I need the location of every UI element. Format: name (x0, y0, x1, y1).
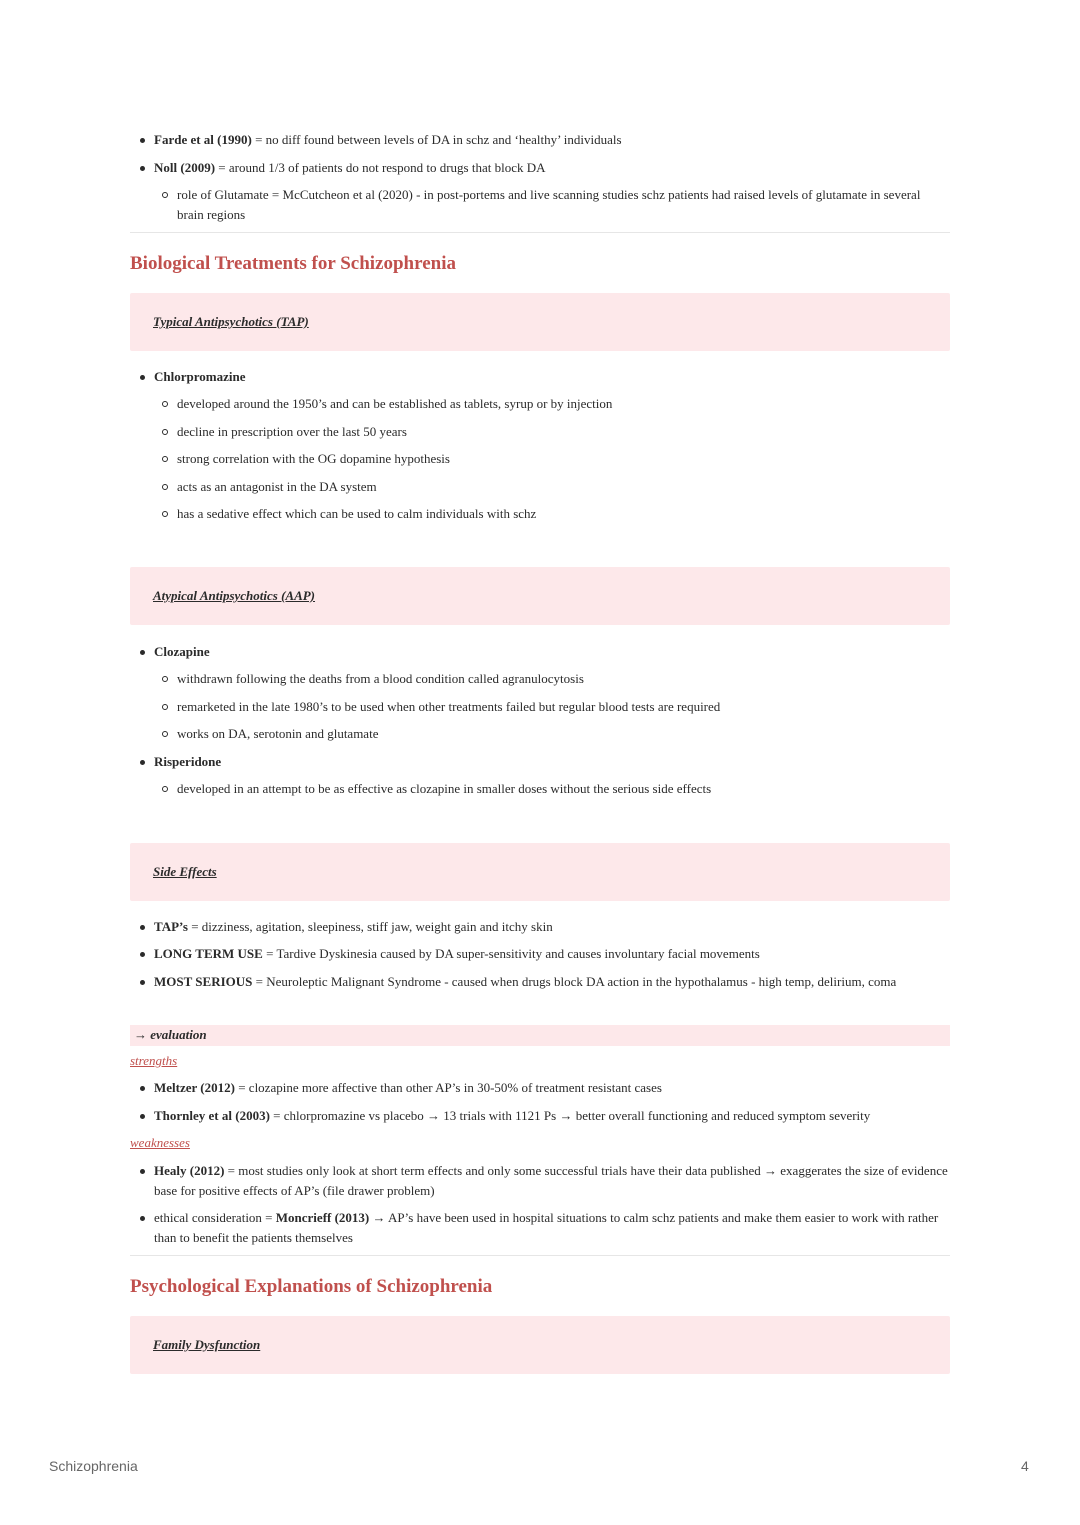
callout-side-effects (130, 843, 950, 901)
strengths-label: strengths (130, 1053, 178, 1068)
list-item: strong correlation with the OG dopamine hypothesis (130, 449, 997, 469)
list-item-drug: Clozapine (130, 642, 974, 662)
list-item: acts as an antagonist in the DA system (130, 477, 997, 497)
list-item-drug: Risperidone (130, 752, 974, 772)
divider (130, 232, 950, 233)
footer-doc-title: Schizophrenia (49, 1458, 138, 1474)
page-number: 4 (1021, 1458, 1029, 1474)
list-item: Healy (2012) = most studies only look at short term effects and only some successful trials have their data published → exaggerates the size of evidence base for positive effects of AP’s (file drawer problem) (130, 1161, 950, 1201)
list-item: developed in an attempt to be as effective as clozapine in smaller doses without the serious side effects (130, 779, 997, 799)
citation: Noll (2009) (154, 160, 216, 175)
weaknesses-label: weaknesses (130, 1135, 190, 1150)
list-item: role of Glutamate = McCutcheon et al (2020) - in post-portems and live scanning studies schz patients had raised levels of glutamate in several brain regions (130, 185, 950, 225)
list-item-drug: Chlorpromazine (130, 367, 974, 387)
list-item: ethical consideration = Moncrieff (2013) → AP’s have been used in hospital situations to calm schz patients and make them easier to work with rather than to benefit the patients themselves (130, 1208, 950, 1248)
callout-heading: Family Dysfunction (153, 1337, 261, 1352)
list-item: Farde et al (1990) = no diff found between levels of DA in schz and ‘healthy’ individuals (130, 130, 974, 150)
list-item: developed around the 1950’s and can be established as tablets, syrup or by injection (130, 394, 997, 414)
list-item: Noll (2009) = around 1/3 of patients do not respond to drugs that block DA (130, 158, 974, 178)
list-item: works on DA, serotonin and glutamate (130, 724, 997, 744)
section-title-psychological: Psychological Explanations of Schizophrenia (130, 1276, 493, 1297)
list-item: MOST SERIOUS = Neuroleptic Malignant Syndrome - caused when drugs block DA action in the hypothalamus - high temp, delirium, coma (130, 972, 974, 992)
list-item: decline in prescription over the last 50 years (130, 422, 997, 442)
callout-tap (130, 293, 950, 351)
callout-heading: Typical Antipsychotics (TAP) (153, 314, 309, 329)
list-item: Thornley et al (2003) = chlorpromazine vs placebo → 13 trials with 1121 Ps → better overall functioning and reduced symptom severity (130, 1106, 974, 1126)
list-item: has a sedative effect which can be used to calm individuals with schz (130, 504, 997, 524)
section-title-biological: Biological Treatments for Schizophrenia (130, 253, 456, 274)
divider (130, 1255, 950, 1256)
list-item: withdrawn following the deaths from a blood condition called agranulocytosis (130, 669, 997, 689)
callout-aap (130, 567, 950, 625)
list-item: LONG TERM USE = Tardive Dyskinesia caused by DA super-sensitivity and causes involuntary facial movements (130, 944, 974, 964)
callout-heading: Side Effects (153, 864, 217, 879)
list-item: TAP’s = dizziness, agitation, sleepiness, stiff jaw, weight gain and itchy skin (130, 917, 974, 937)
evaluation-heading: → evaluation (130, 1025, 950, 1046)
citation: Farde et al (1990) (154, 132, 252, 147)
list-item: remarketed in the late 1980’s to be used when other treatments failed but regular blood tests are required (130, 697, 997, 717)
callout-family-dysfunction (130, 1316, 950, 1374)
callout-heading: Atypical Antipsychotics (AAP) (153, 588, 316, 603)
list-item: Meltzer (2012) = clozapine more affective than other AP’s in 30-50% of treatment resistant cases (130, 1078, 974, 1098)
